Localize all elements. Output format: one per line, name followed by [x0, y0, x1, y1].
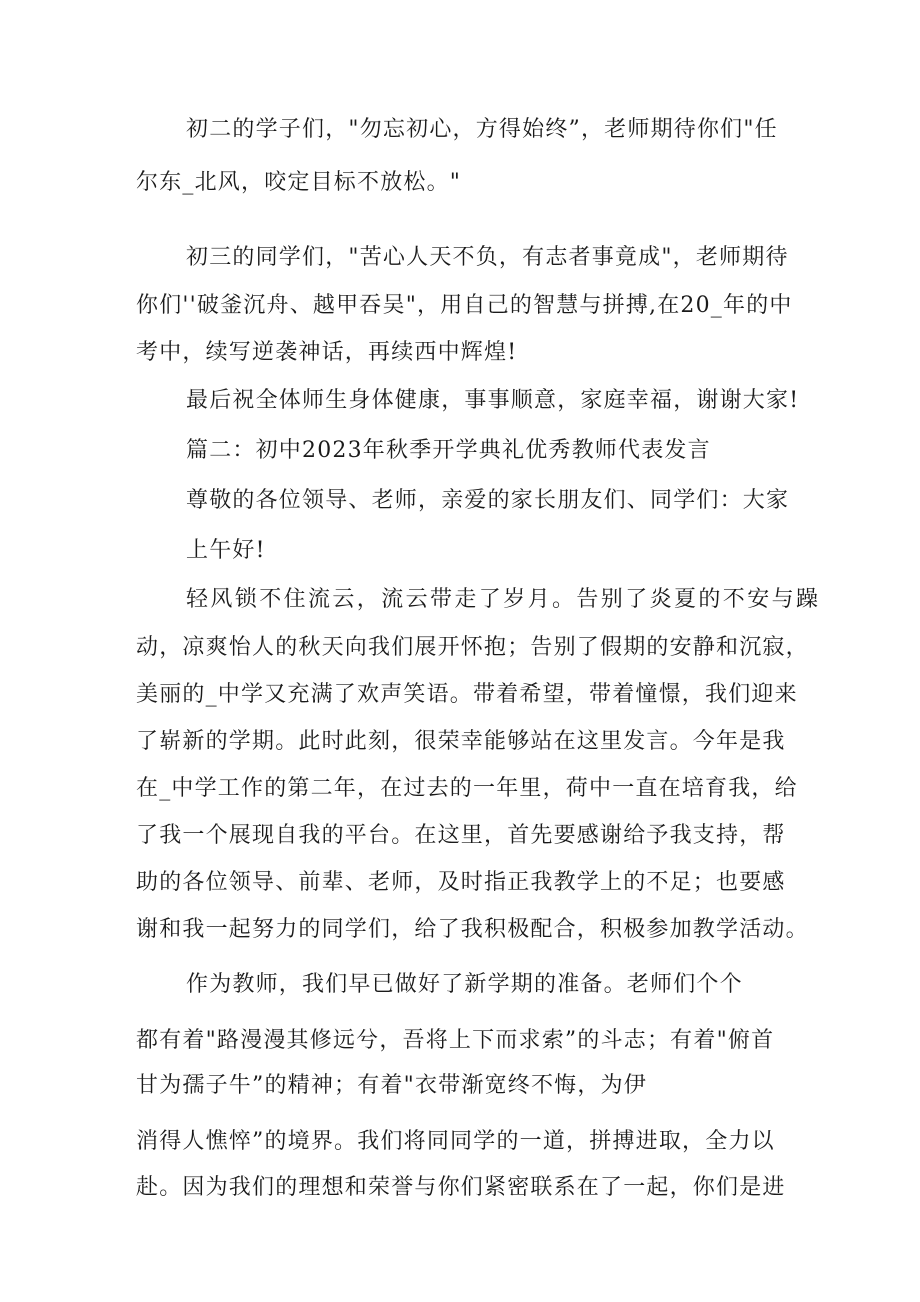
text-line: 初三的同学们，"苦心人天不负，有志者事竟成"，老师期待	[186, 245, 789, 270]
text-line: 动，凉爽怡人的秋天向我们展开怀抱；告别了假期的安静和沉寂，	[136, 635, 809, 660]
text-line: 考中，续写逆袭神话，再续西中辉煌!	[136, 340, 518, 365]
text-line: 作为教师，我们早已做好了新学期的准备。老师们个个	[186, 972, 743, 997]
text-line: 上午好!	[186, 538, 266, 563]
text-line: 助的各位领导、前辈、老师，及时指正我教学上的不足；也要感	[136, 870, 786, 895]
text-line: 赴。因为我们的理想和荣誉与你们紧密联系在了一起，你们是进	[136, 1175, 786, 1200]
text-line: 尊敬的各位领导、老师，亲爱的家长朋友们、同学们：大家	[186, 488, 790, 513]
text-line: 最后祝全体师生身体健康，事事顺意，家庭幸福，谢谢大家!	[186, 388, 800, 413]
text-line: 消得人憔悴”的境界。我们将同同学的一道，拼搏进取，全力以	[136, 1129, 775, 1154]
text-line: 初二的学子们，"勿忘初心，方得始终”，老师期待你们"任	[186, 117, 778, 142]
text-line: 轻风锁不住流云，流云带走了岁月。告别了炎夏的不安与躁	[186, 587, 821, 612]
text-line: 了我一个展现自我的平台。在这里，首先要感谢给予我支持，帮	[136, 823, 786, 848]
text-line: 都有着"路漫漫其修远兮，吾将上下而求索”的斗志；有着"俯首	[136, 1028, 775, 1053]
text-line: 美丽的_中学又充满了欢声笑语。带着希望，带着憧憬，我们迎来	[136, 682, 798, 707]
text-line: 了崭新的学期。此时此刻，很荣幸能够站在这里发言。今年是我	[136, 729, 786, 754]
text-line: 尔东_北风，咬定目标不放松。"	[136, 170, 462, 195]
text-line: 在_中学工作的第二年，在过去的一年里，荷中一直在培育我，给	[136, 776, 798, 801]
text-line: 谢和我一起努力的同学们，给了我积极配合，积极参加教学活动。	[136, 917, 809, 942]
text-line: 甘为孺子牛”的精神；有着"衣带渐宽终不悔，为伊	[136, 1073, 647, 1098]
section-heading: 篇二：初中2023年秋季开学典礼优秀教师代表发言	[186, 438, 711, 463]
text-line: 你们''破釜沉舟、越甲吞吴"，用自己的智慧与拼搏,在20_年的中	[136, 293, 793, 318]
